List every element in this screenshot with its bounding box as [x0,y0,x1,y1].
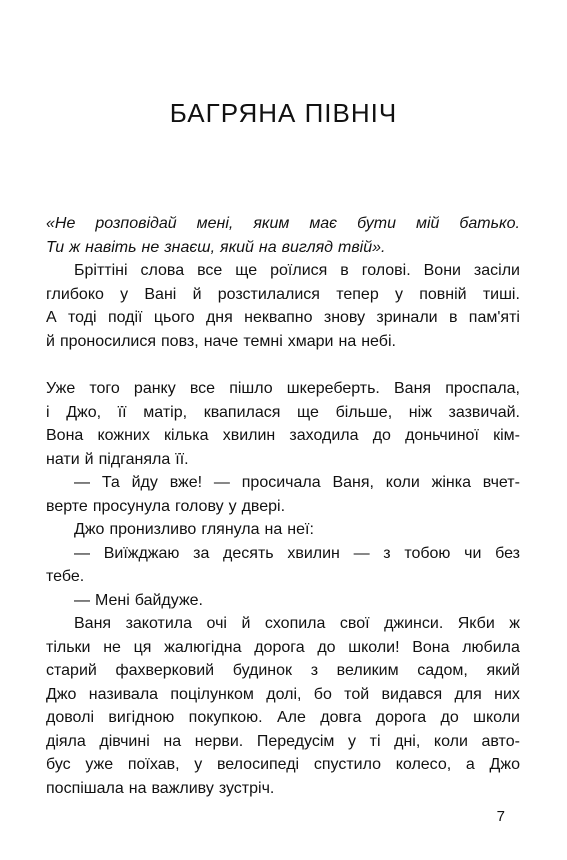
text-line: нати й підганяла її. [46,450,189,468]
page-number: 7 [496,808,505,825]
text-line: Джо пронизливо глянула на неї: [74,521,314,538]
text-line: Уже того ранку все пішло шкереберть. Ваня проспала, [46,380,520,397]
text-line: — Мені байдуже. [74,591,203,609]
text-line: і Джо, її матір, квапилася ще більше, ніж зазвичай. [46,403,520,421]
text-line: старий фахверковий будинок з великим садом, який [46,662,520,679]
text-line: бус уже поїхав, у велосипеді спустило колесо, а Джо [46,756,520,773]
paragraph-gap [46,353,520,377]
text-line: «Не розповідай мені, яким має бути мій батько. [46,215,520,232]
text-line: діяла дівчині на нерви. Передусім у ті дні, коли авто- [46,732,520,750]
text-line: Бріттіні слова все ще роїлися в голові. Вони засіли [74,262,520,279]
text-line: доволі вигідною покупкою. Але довга дорога до школи [46,709,520,726]
text-line: Джо називала поцілунком долі, бо той видався для них [46,685,520,703]
text-line: тільки не ця жалюгідна дорога до школи! Вона любила [46,638,520,656]
text-line: — Та йду вже! — просичала Ваня, коли жінка вчет- [74,474,520,491]
text-line: — Виїжджаю за десять хвилин — з тобою чи без [74,544,520,562]
text-line: поспішала на важливу зустріч. [46,779,275,797]
text-line: Ваня закотила очі й схопила свої джинси. Якби ж [74,615,520,632]
text-line: й проносилися повз, наче темні хмари на небі. [46,332,396,350]
chapter-title: БАГРЯНА ПІВНІЧ [169,98,398,128]
body-text [46,212,520,800]
text-line: верте просунула голову у двері. [46,497,286,515]
text-line: глибоко у Вані й розстилалися тепер у повній тиші. [46,285,520,303]
text-line: Ти ж навіть не знаєш, який на вигляд твій». [46,238,386,256]
text-line: тебе. [46,568,85,585]
text-line: А тоді події цього дня неквапно знову зринали в пам'яті [46,309,520,326]
text-line: Вона кожних кілька хвилин заходила до доньчиної кім- [46,427,520,444]
